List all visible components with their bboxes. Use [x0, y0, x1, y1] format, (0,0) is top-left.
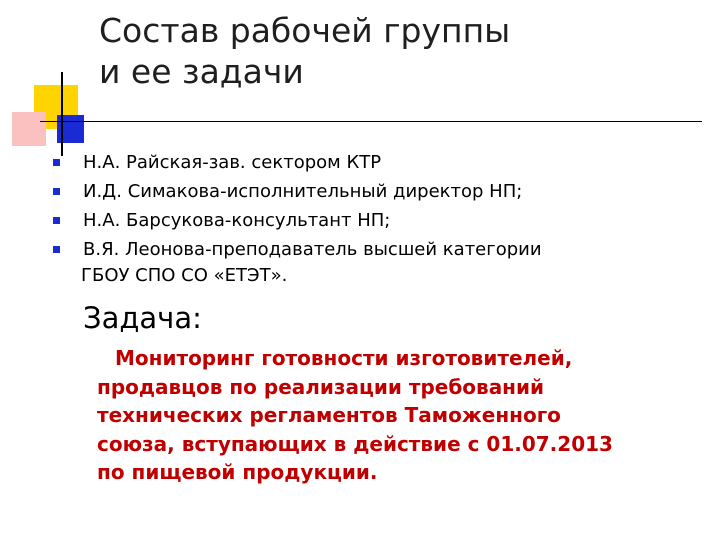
square-bullet-icon: [53, 246, 60, 253]
square-bullet-icon: [53, 217, 60, 224]
member-text: И.Д. Симакова-исполнительный директор НП;: [83, 181, 523, 202]
member-continuation: ГБОУ СПО СО «ЕТЭТ».: [81, 265, 288, 286]
task-line: по пищевой продукции.: [97, 460, 378, 484]
square-bullet-icon: [53, 188, 60, 195]
member-text: Н.А. Райская-зав. сектором КТР: [83, 152, 382, 173]
list-item: [53, 177, 542, 206]
task-line: продавцов по реализации требований: [97, 374, 545, 399]
member-text: В.Я. Леонова-преподаватель высшей категории: [83, 239, 542, 260]
list-item: [53, 206, 542, 235]
task-line: союза, вступающих в действие с 01.07.2013: [97, 431, 613, 456]
task-line: Мониторинг готовности изготовителей,: [115, 346, 573, 370]
task-heading: Задача:: [83, 301, 202, 335]
task-line: технических регламентов Таможенного: [97, 403, 561, 427]
list-item: [53, 235, 542, 264]
task-description: [97, 344, 697, 487]
slide-title-line-1: Состав рабочей группы: [99, 11, 511, 50]
decor-pink-square: [12, 112, 46, 146]
title-divider: [40, 121, 702, 122]
list-item: [53, 148, 542, 177]
slide-title-line-2: и ее задачи: [99, 52, 304, 91]
square-bullet-icon: [53, 159, 60, 166]
decor-vertical-line: [61, 72, 63, 156]
members-list: [53, 148, 542, 264]
slide-title: [99, 10, 510, 92]
member-text: Н.А. Барсукова-консультант НП;: [83, 210, 391, 231]
